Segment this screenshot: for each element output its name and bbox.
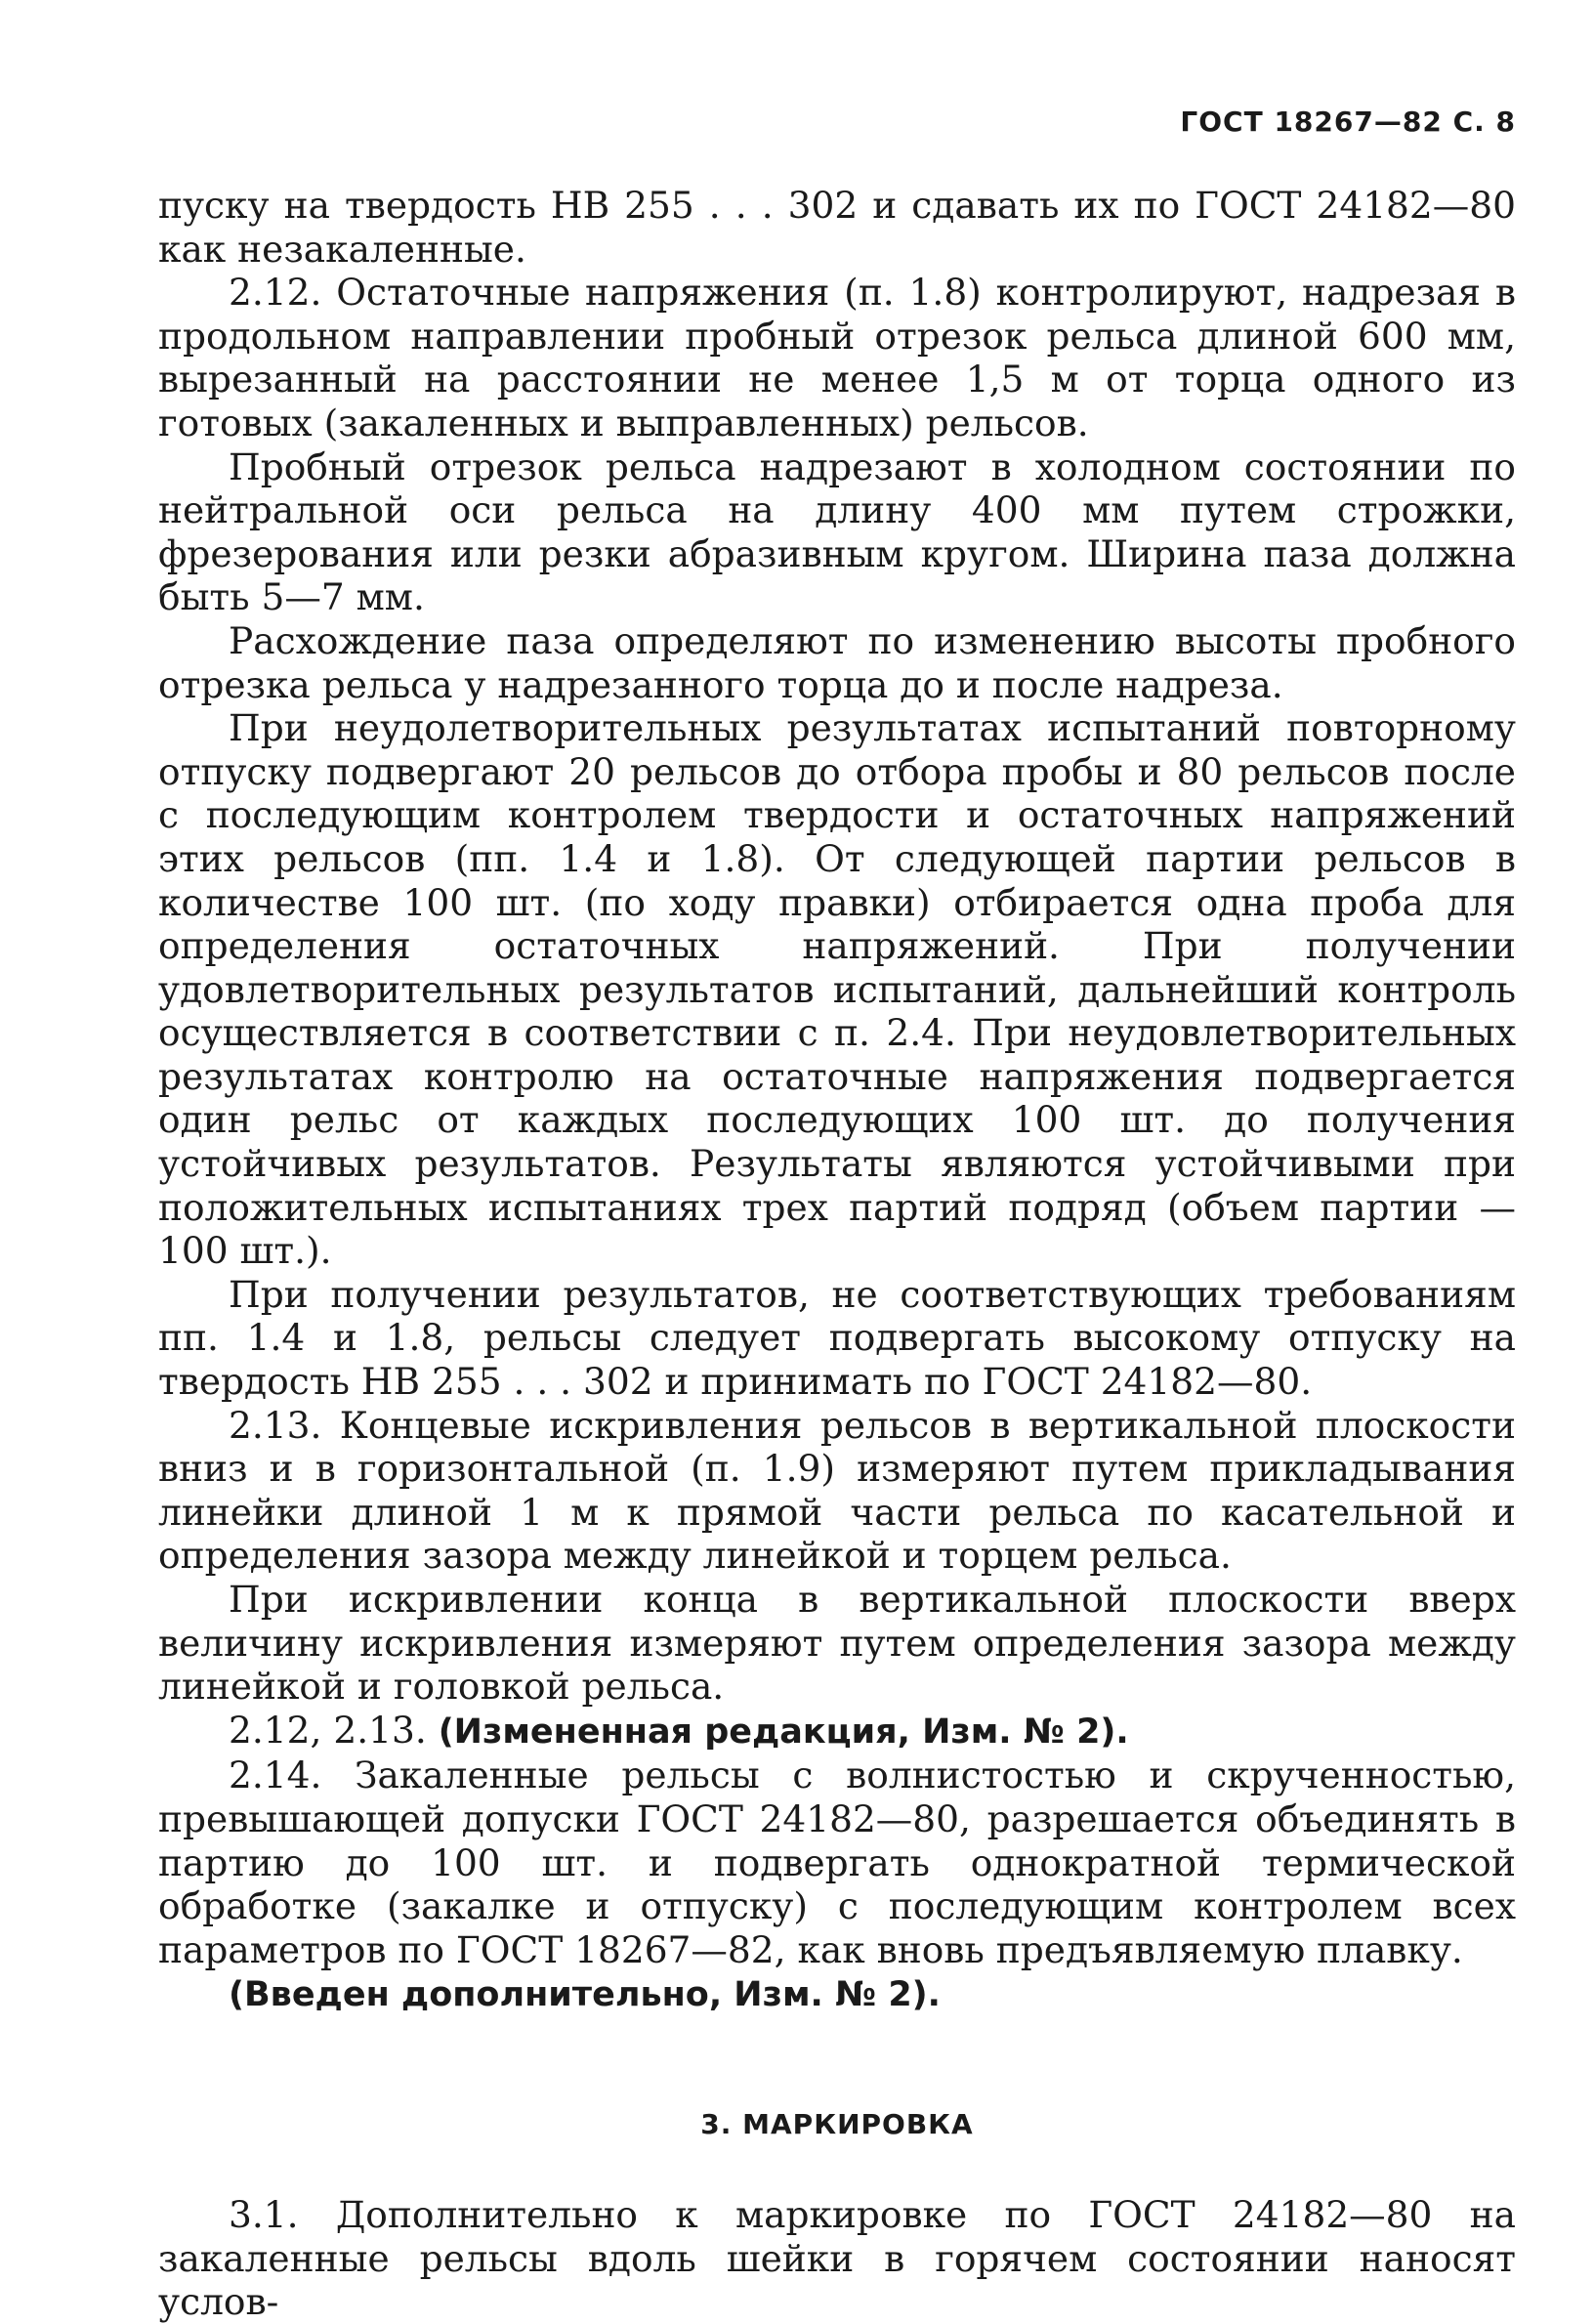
document-body [158,184,1516,2324]
clause-2-14: 2.14. Закаленные рельсы с волнистостью и скрученностью, превышающей допуски ГОСТ 24182—80, разрешается объединять в партию до 100 шт. и подвергать однократной термической обработке (закалке и отпуску) с последующим контролем всех параметров по ГОСТ 18267—82, как вновь предъявляемую плавку. [158,1754,1516,1971]
clause-2-13: 2.13. Концевые искривления рельсов в вертикальной плоскости вниз и в горизонтальной (п. 1.9) измеряют путем прикладывания линейки длиной 1 м к прямой части рельса по касательной и определения зазора между линейкой и торцем рельса. [158,1403,1516,1578]
amendment-note-1 [158,1709,1516,1754]
paragraph-sample-cut: Пробный отрезок рельса надрезают в холодном состоянии по нейтральной оси рельса на длину 400 мм путем строжки, фрезерования или резки абразивным кругом. Ширина паза должна быть 5—7 мм. [158,444,1516,619]
amendment-added-text: (Введен дополнительно, Изм. № 2). [229,1975,941,2015]
section-title-marking: 3. МАРКИРОВКА [700,2107,974,2140]
amendment-text: (Измененная редакция, Изм. № 2). [438,1711,1129,1752]
clause-2-12: 2.12. Остаточные напряжения (п. 1.8) контролируют, надрезая в продольном направлении пробный отрезок рельса длиной 600 мм, вырезанный на расстоянии не менее 1,5 м от торца одного из готовых (закаленных и выправленных) рельсов. [158,271,1516,444]
amendment-ref: 2.12, 2.13. [229,1708,427,1752]
paragraph-unsatisfactory-results: При неудолетворительных результатах испытаний повторному отпуску подвергают 20 рельсов до отбора пробы и 80 рельсов после с последующим контролем твердости и остаточных напряжений этих рельсов (пп. 1.4 и 1.8). От следующей партии рельсов в количестве 100 шт. (по ходу правки) отбирается одна проба для определения остаточных напряжений. При получении удовлетворительных результатов испытаний, дальнейший контроль осуществляется в соответствии с п. 2.4. При неудовлетворительных результатах контролю на остаточные напряжения подвергается один рельс от каждых последующих 100 шт. до получения устойчивых результатов. Результаты являются устойчивыми при положительных испытаниях трех партий подряд (объем партии — 100 шт.). [158,706,1516,1273]
paragraph-upward-curvature: При искривлении конца в вертикальной плоскости вверх величину искривления измеряют путем определения зазора между линейкой и головкой рельса. [158,1578,1516,1709]
amendment-note-2 [158,1971,1516,2017]
clause-3-1: 3.1. Дополнительно к маркировке по ГОСТ 24182—80 на закаленные рельсы вдоль шейки в горячем состоянии наносят услов- [158,2192,1516,2324]
paragraph-groove-divergence: Расхождение паза определяют по изменению высоты пробного отрезка рельса у надрезанного торца до и после надреза. [158,618,1516,706]
paragraph-continuation: пуску на твердость НВ 255 . . . 302 и сдавать их по ГОСТ 24182—80 как незакаленные. [158,184,1516,271]
paragraph-high-tempering: При получении результатов, не соответствующих требованиям пп. 1.4 и 1.8, рельсы следует подвергать высокому отпуску на твердость НВ 255 . . . 302 и принимать по ГОСТ 24182—80. [158,1272,1516,1404]
running-header: ГОСТ 18267—82 С. 8 [1180,106,1516,138]
